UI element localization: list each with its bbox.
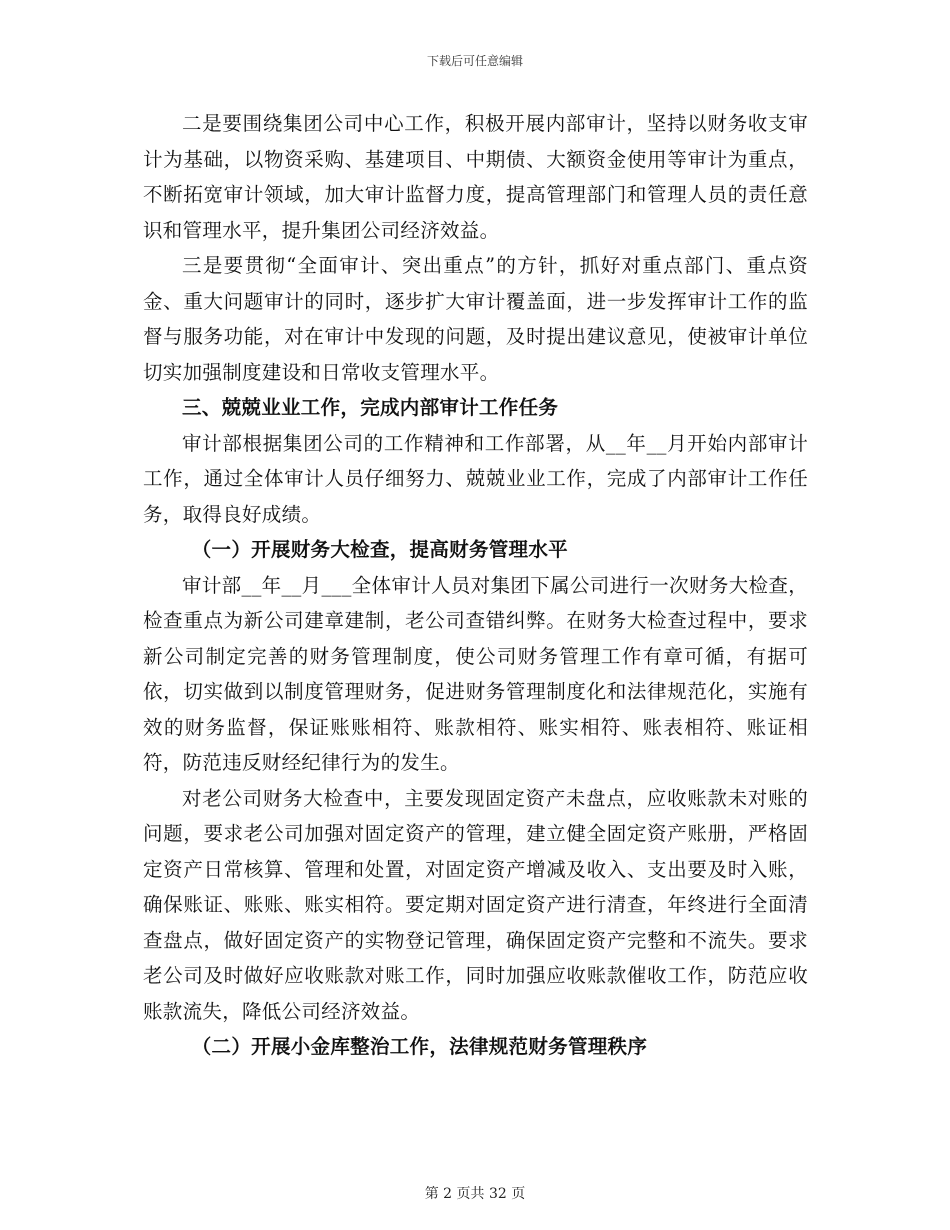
paragraph-financial-check: 审计部__年__月___全体审计人员对集团下属公司进行一次财务大检查，检查重点为新公司建章建制，老公司查错纠弊。在财务大检查过程中，要求新公司制定完善的财务管理制度，使公司财务管理工作有章可循，有据可依，切实做到以制度管理财务，促进财务管理制度化和法律规范化，实施有效的财务监督，保证账账相符、账款相符、账实相符、账表相符、账证相符，防范违反财经纪律行为的发生。 — [143, 573, 808, 774]
paragraph-audit-work: 审计部根据集团公司的工作精神和工作部署，从__年__月开始内部审计工作，通过全体审计人员仔细努力、兢兢业业工作，完成了内部审计工作任务，取得良好成绩。 — [143, 431, 808, 526]
page-header: 下载后可任意编辑 — [426, 54, 523, 68]
paragraph-old-company: 对老公司财务大检查中，主要发现固定资产未盘点，应收账款未对账的问题，要求老公司加强对固定资产的管理，建立健全固定资产账册，严格固定资产日常核算、管理和处置，对固定资产增减及收入、支出要及时入账，确保账证、账账、账实相符。要定期对固定资产进行清查，年终进行全面清查盘点，做好固定资产的实物登记管理，确保固定资产完整和不流失。要求老公司及时做好应收账款对账工作，同时加强应收账款催收工作，防范应收账款流失，降低公司经济效益。 — [143, 786, 808, 1023]
subsection-heading-2: （二）开展小金库整治工作，法律规范财务管理秩序 — [191, 1035, 648, 1058]
section-heading-3: 三、兢兢业业工作，完成内部审计工作任务 — [182, 396, 559, 419]
paragraph-2: 二是要围绕集团公司中心工作，积极开展内部审计，坚持以财务收支审计为基础，以物资采购、基建项目、中期债、大额资金使用等审计为重点，不断拓宽审计领域，加大审计监督力度，提高管理部门和管理人员的责任意识和管理水平，提升集团公司经济效益。 — [143, 112, 808, 242]
subsection-heading-1: （一）开展财务大检查，提高财务管理水平 — [191, 538, 568, 561]
paragraph-3: 三是要贯彻“全面审计、突出重点”的方针，抓好对重点部门、重点资金、重大问题审计的同时，逐步扩大审计覆盖面，进一步发挥审计工作的监督与服务功能，对在审计中发现的问题，及时提出建议意见，使被审计单位切实加强制度建设和日常收支管理水平。 — [143, 254, 808, 384]
page-footer: 第 2 页共 32 页 — [424, 1186, 526, 1202]
body-text — [143, 106, 808, 1065]
